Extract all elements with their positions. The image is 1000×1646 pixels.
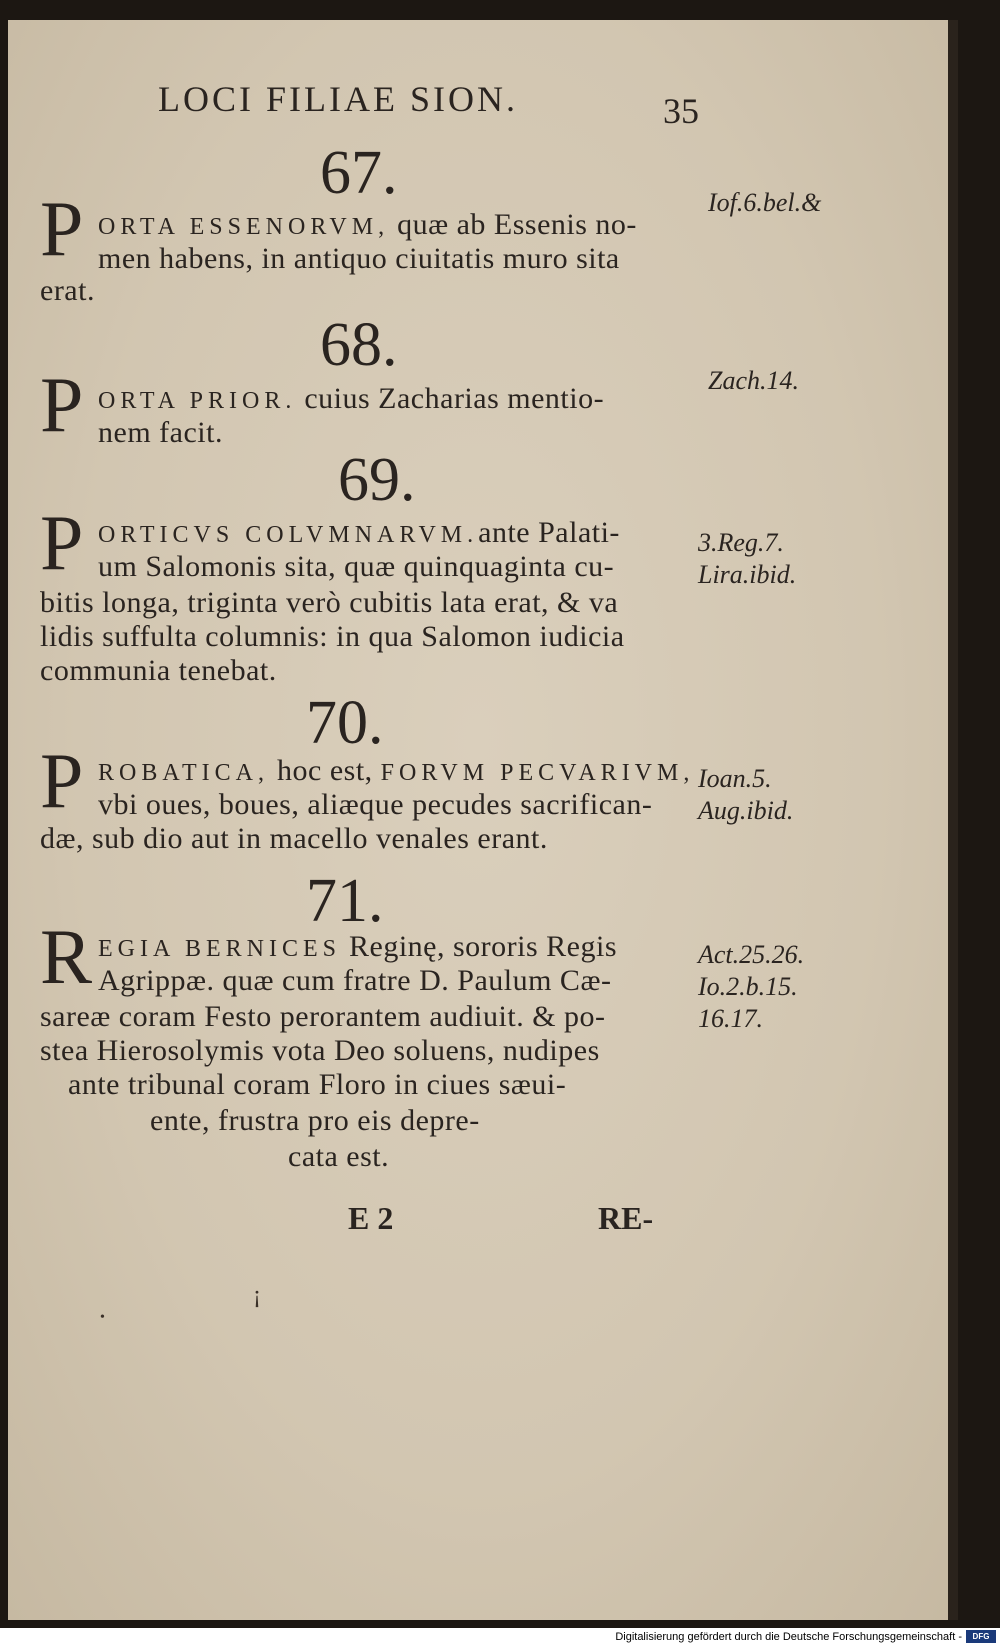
margin-note: 16.17.: [698, 1004, 763, 1033]
page-number: 35: [663, 91, 699, 131]
dfg-logo-icon: DFG: [966, 1630, 996, 1643]
funding-notice: Digitalisierung gefördert durch die Deutsche Forschungsgemeinschaft -: [615, 1631, 962, 1643]
text-line: ORTA ESSENORVM, quæ ab Essenis no-: [98, 208, 637, 241]
drop-cap: P: [40, 361, 84, 448]
text-line: bitis longa, triginta verò cubitis lata erat, & va: [40, 586, 619, 619]
text-line: EGIA BERNICES Reginę, sororis Regis: [98, 930, 617, 963]
text-line: ORTICVS COLVMNARVM.ante Palati-: [98, 516, 620, 549]
drop-cap: R: [40, 913, 93, 1000]
digitization-footer: [0, 1628, 1000, 1646]
text-line: erat.: [40, 274, 95, 307]
text-line: vbi oues, boues, aliæque pecudes sacrifican-: [98, 788, 653, 821]
margin-note: Io.2.b.15.: [698, 972, 798, 1001]
running-head: LOCI FILIAE SION.: [158, 79, 518, 119]
text-line: sareæ coram Festo perorantem audiuit. & po-: [40, 1000, 606, 1033]
entry-number: 69.: [338, 446, 416, 514]
catchword: RE-: [598, 1200, 654, 1236]
entry-number: 67.: [320, 139, 398, 207]
margin-note: Ioan.5.: [698, 764, 772, 793]
margin-note: 3.Reg.7.: [698, 528, 784, 557]
book-page: [8, 20, 958, 1620]
text-line: communia tenebat.: [40, 654, 277, 687]
margin-note: Aug.ibid.: [698, 796, 794, 825]
text-line: Agrippæ. quæ cum fratre D. Paulum Cæ-: [98, 964, 612, 997]
text-line: stea Hierosolymis vota Deo soluens, nudipes: [40, 1034, 600, 1067]
margin-note: Iof.6.bel.&: [708, 188, 822, 217]
signature-mark: E 2: [348, 1200, 394, 1236]
entry-number: 68.: [320, 311, 398, 379]
drop-cap: P: [40, 499, 84, 586]
text-line: ante tribunal coram Floro in ciues sæui-: [68, 1068, 567, 1101]
text-line: nem facit.: [98, 416, 223, 449]
text-line: lidis suffulta columnis: in qua Salomon iudicia: [40, 620, 625, 653]
text-line: ROBATICA, hoc est, FORVM PECVARIVM,: [98, 754, 695, 787]
stray-mark: ¡: [253, 1282, 261, 1308]
stray-mark: •: [100, 1310, 105, 1325]
text-line: ente, frustra pro eis depre-: [150, 1104, 480, 1137]
text-line: ORTA PRIOR. cuius Zacharias mentio-: [98, 382, 605, 415]
margin-note: Act.25.26.: [698, 940, 805, 969]
drop-cap: P: [40, 185, 84, 272]
margin-note: Lira.ibid.: [698, 560, 797, 589]
margin-note: Zach.14.: [708, 366, 799, 395]
text-line: cata est.: [288, 1140, 390, 1173]
entry-number: 70.: [306, 689, 384, 757]
text-line: men habens, in antiquo ciuitatis muro sita: [98, 242, 620, 275]
drop-cap: P: [40, 737, 84, 824]
text-line: dæ, sub dio aut in macello venales erant.: [40, 822, 548, 855]
entry-number: 71.: [306, 867, 384, 935]
text-line: um Salomonis sita, quæ quinquaginta cu-: [98, 550, 615, 583]
